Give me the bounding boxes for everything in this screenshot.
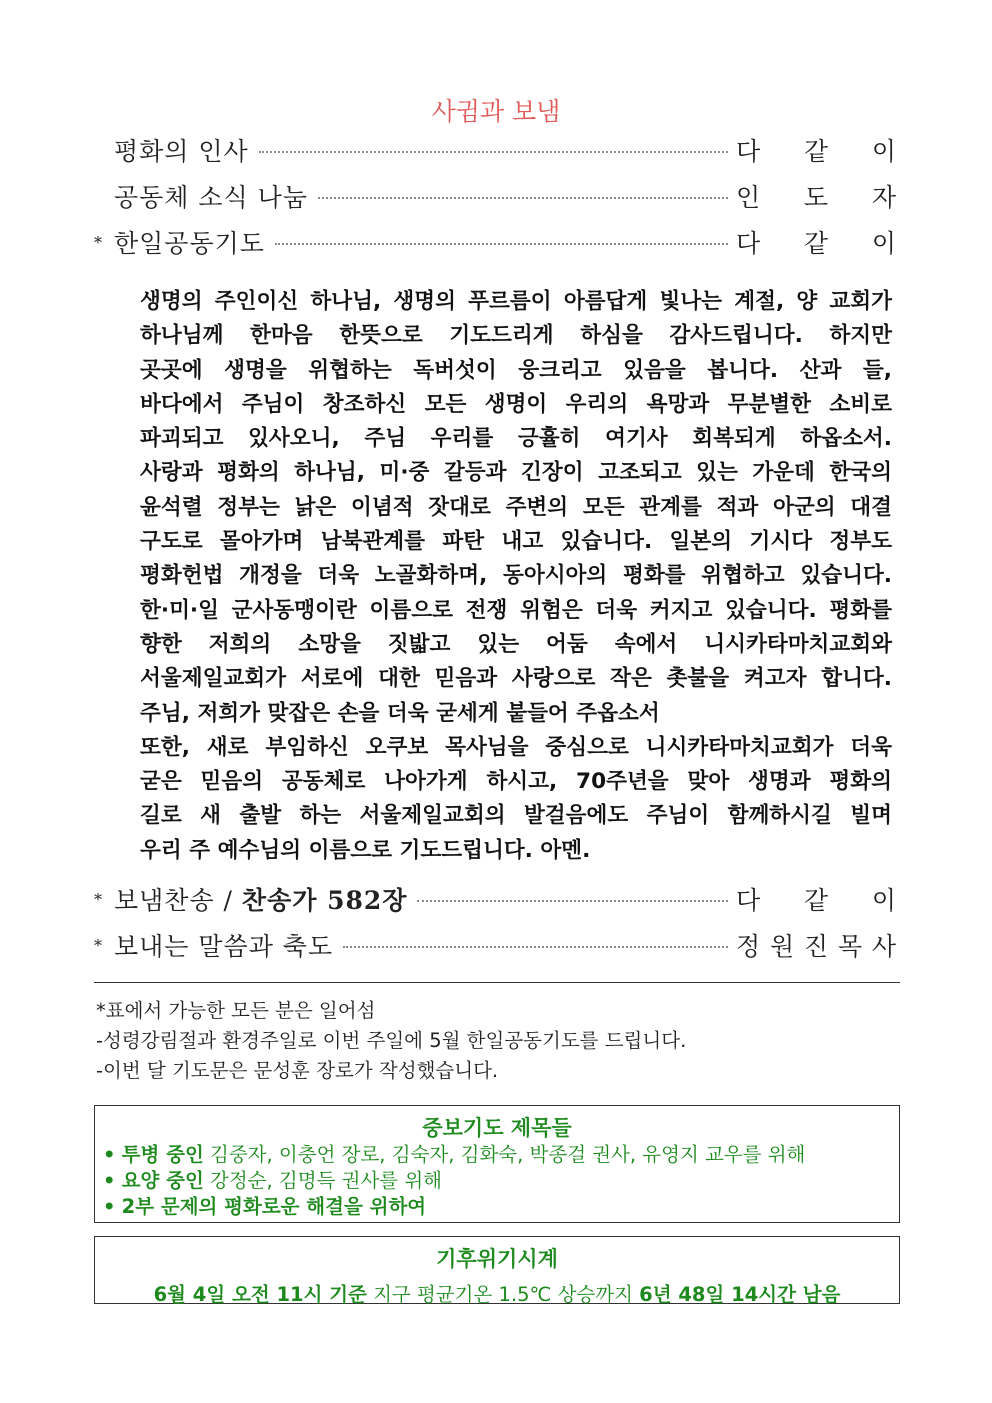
standing-marker: * [94, 889, 102, 909]
intercession-box [94, 1105, 900, 1223]
hymn-number: 찬송가 582장 [241, 886, 408, 915]
notes [96, 996, 686, 1086]
order-item-joint-prayer [94, 224, 896, 260]
prayer-line: 윤석렬 정부는 낡은 이념적 잣대로 주변의 모든 관계를 적과 아군의 대결 [140, 494, 892, 520]
dot-leader [259, 151, 728, 153]
prayer-line: 파괴되고 있사오니, 주님 우리를 긍휼히 여기사 회복되게 하옵소서. [140, 426, 892, 452]
order-item-label: 공동체 소식 나눔 [114, 183, 308, 212]
climate-clock-text: 6월 4일 오전 11시 기준 지구 평균기온 1.5℃ 상승까지 6년 48일 14시간 남음 [153, 1283, 841, 1306]
order-item-leader-role: 다 같 이 [736, 229, 896, 258]
order-item-label: 보내는 말씀과 축도 [114, 932, 334, 961]
prayer-line: 굳은 믿음의 공동체로 나아가게 하시고, 70주년을 맞아 생명과 평화의 [140, 769, 892, 795]
order-item-community-news [94, 178, 896, 214]
standing-marker: * [94, 935, 102, 955]
section-title: 사귐과 보냄 [431, 97, 561, 126]
prayer-line: 생명의 주인이신 하나님, 생명의 푸르름이 아름답게 빛나는 계절, 양 교회가 [140, 289, 892, 314]
climate-clock-box [94, 1236, 900, 1304]
intercession-item: • 요양 중인 강정순, 김명득 권사를 위해 [103, 1169, 443, 1192]
order-item-leader-role: 정 원 진 목 사 [736, 932, 896, 961]
note-line: -이번 달 기도문은 문성훈 장로가 작성했습니다. [96, 1059, 499, 1082]
prayer-line: 평화헌법 개정을 더욱 노골화하며, 동아시아의 평화를 위협하고 있습니다. [140, 563, 892, 589]
prayer-line: 주님, 저희가 맞잡은 손을 더욱 굳세게 붙들어 주옵소서 [140, 700, 660, 726]
order-item-leader-role: 인 도 자 [736, 183, 896, 212]
prayer-line: 길로 새 출발 하는 서울제일교회의 발걸음에도 주님이 함께하시길 빌며 [140, 803, 892, 829]
order-item-leader-role: 다 같 이 [736, 886, 896, 915]
prayer-line: 또한, 새로 부임하신 오쿠보 목사님을 중심으로 니시카타마치교회가 더욱 [140, 734, 892, 760]
prayer-line: 서울제일교회가 서로에 대한 믿음과 사랑으로 작은 촛불을 켜고자 합니다. [140, 666, 892, 692]
order-item-leader-role: 다 같 이 [736, 137, 896, 166]
standing-marker: * [94, 232, 102, 252]
prayer-line: 구도로 몰아가며 남북관계를 파탄 내고 있습니다. 일본의 기시다 정부도 [140, 529, 892, 555]
prayer-line: 한·미·일 군사동맹이란 이름으로 전쟁 위험은 더욱 커지고 있습니다. 평화를 [140, 597, 892, 623]
prayer-line: 바다에서 주님이 창조하신 모든 생명이 우리의 욕망과 무분별한 소비로 [140, 391, 892, 417]
order-item-label: 평화의 인사 [114, 137, 249, 166]
joint-prayer-text [140, 285, 892, 868]
order-item-sending-hymn [94, 881, 896, 917]
dot-leader [417, 900, 728, 902]
dot-leader [318, 197, 728, 199]
note-line: *표에서 가능한 모든 분은 일어섬 [96, 999, 376, 1022]
divider [94, 982, 900, 983]
dot-leader [275, 243, 728, 245]
order-item-label: 한일공동기도 [114, 229, 265, 258]
intercession-item: • 2부 문제의 평화로운 해결을 위하여 [103, 1195, 427, 1218]
climate-clock-title: 기후위기시계 [436, 1247, 558, 1271]
prayer-line: 하나님께 한마음 한뜻으로 기도드리게 하심을 감사드립니다. 하지만 [140, 323, 892, 349]
note-line: -성령강림절과 환경주일로 이번 주일에 5월 한일공동기도를 드립니다. [96, 1029, 687, 1052]
order-item-benediction [94, 927, 896, 963]
dot-leader [343, 946, 728, 948]
intercession-title: 중보기도 제목들 [422, 1116, 572, 1140]
prayer-line: 곳곳에 생명을 위협하는 독버섯이 웅크리고 있음을 봅니다. 산과 들, [140, 357, 892, 383]
prayer-line: 사랑과 평화의 하나님, 미·중 갈등과 긴장이 고조되고 있는 가운데 한국의 [140, 460, 892, 486]
prayer-line: 향한 저희의 소망을 짓밟고 있는 어둠 속에서 니시카타마치교회와 [140, 631, 892, 657]
intercession-item: • 투병 중인 김중자, 이충언 장로, 김숙자, 김화숙, 박종걸 권사, 유영지 교우를 위해 [103, 1143, 806, 1166]
prayer-line: 우리 주 예수님의 이름으로 기도드립니다. 아멘. [140, 837, 591, 863]
order-item-peace-greeting [94, 132, 896, 168]
order-item-label: 보냄찬송 / 찬송가 582장 [114, 886, 408, 915]
